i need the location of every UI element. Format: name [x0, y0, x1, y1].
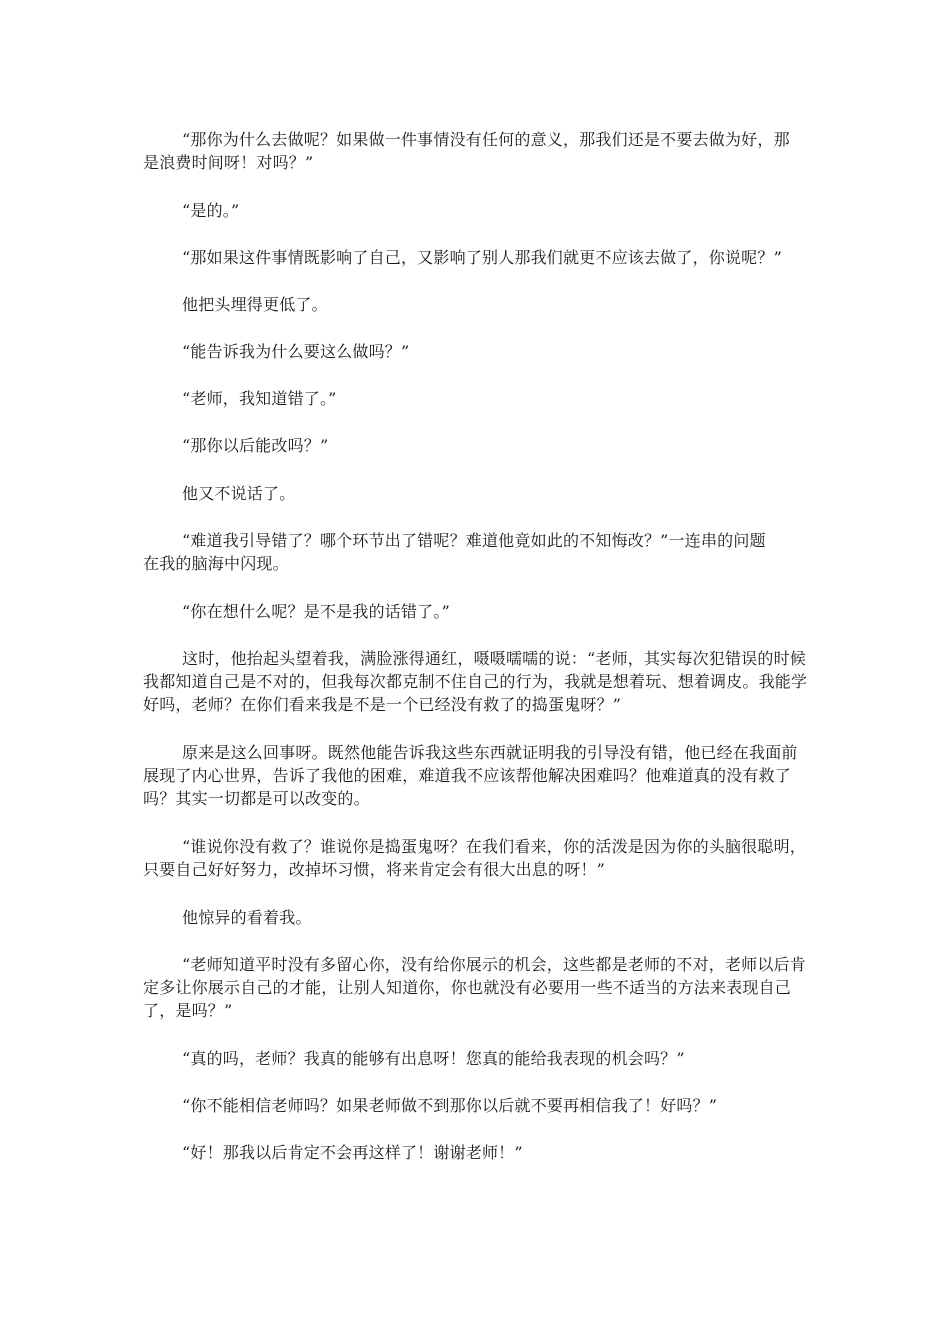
text-line: “是的。” [182, 201, 240, 220]
text-line: “能告诉我为什么要这么做吗？” [182, 342, 410, 361]
text-line: 了，是吗？” [143, 1001, 233, 1020]
text-line: 在我的脑海中闪现。 [143, 554, 289, 573]
text-line: 吗？其实一切都是可以改变的。 [143, 789, 370, 808]
text-line: 是浪费时间呀！对吗？” [143, 153, 314, 172]
text-line: “你在想什么呢？是不是我的话错了。” [182, 602, 450, 621]
text-line: “你不能相信老师吗？如果老师做不到那你以后就不要再相信我了！好吗？” [182, 1096, 718, 1115]
text-line: 他又不说话了。 [182, 484, 296, 503]
text-line: 原来是这么回事呀。既然他能告诉我这些东西就证明我的引导没有错，他已经在我面前 [182, 743, 798, 762]
text-line: 定多让你展示自己的才能，让别人知道你，你也就没有必要用一些不适当的方法来表现自己 [143, 978, 792, 997]
text-line: “那你为什么去做呢？如果做一件事情没有任何的意义，那我们还是不要去做为好，那 [182, 130, 790, 149]
text-line: “真的吗，老师？我真的能够有出息呀！您真的能给我表现的机会吗？” [182, 1049, 685, 1068]
text-line: “老师知道平时没有多留心你，没有给你展示的机会，这些都是老师的不对，老师以后肯 [182, 955, 806, 974]
text-line: 只要自己好好努力，改掉坏习惯，将来肯定会有很大出息的呀！” [143, 860, 605, 879]
text-line: 好吗，老师？在你们看来我是不是一个已经没有救了的捣蛋鬼呀？” [143, 695, 622, 714]
text-line: 这时，他抬起头望着我，满脸涨得通红，嗫嗫嚅嚅的说：“老师，其实每次犯错误的时候 [182, 649, 806, 668]
text-line: 展现了内心世界，告诉了我他的困难，难道我不应该帮他解决困难吗？他难道真的没有救了 [143, 766, 792, 785]
text-line: 我都知道自己是不对的，但我每次都克制不住自己的行为，我就是想着玩、想着调皮。我能学 [143, 672, 808, 691]
text-line: “谁说你没有救了？谁说你是捣蛋鬼呀？在我们看来，你的活泼是因为你的头脑很聪明， [182, 837, 806, 856]
text-line: “好！那我以后肯定不会再这样了！谢谢老师！” [182, 1143, 523, 1162]
text-line: “难道我引导错了？哪个环节出了错呢？难道他竟如此的不知悔改？”一连串的问题 [182, 531, 766, 550]
text-line: “那如果这件事情既影响了自己，又影响了别人那我们就更不应该去做了，你说呢？” [182, 248, 782, 267]
text-line: 他把头埋得更低了。 [182, 295, 328, 314]
text-line: “那你以后能改吗？” [182, 436, 329, 455]
text-line: 他惊异的看着我。 [182, 908, 312, 927]
text-line: “老师，我知道错了。” [182, 389, 337, 408]
